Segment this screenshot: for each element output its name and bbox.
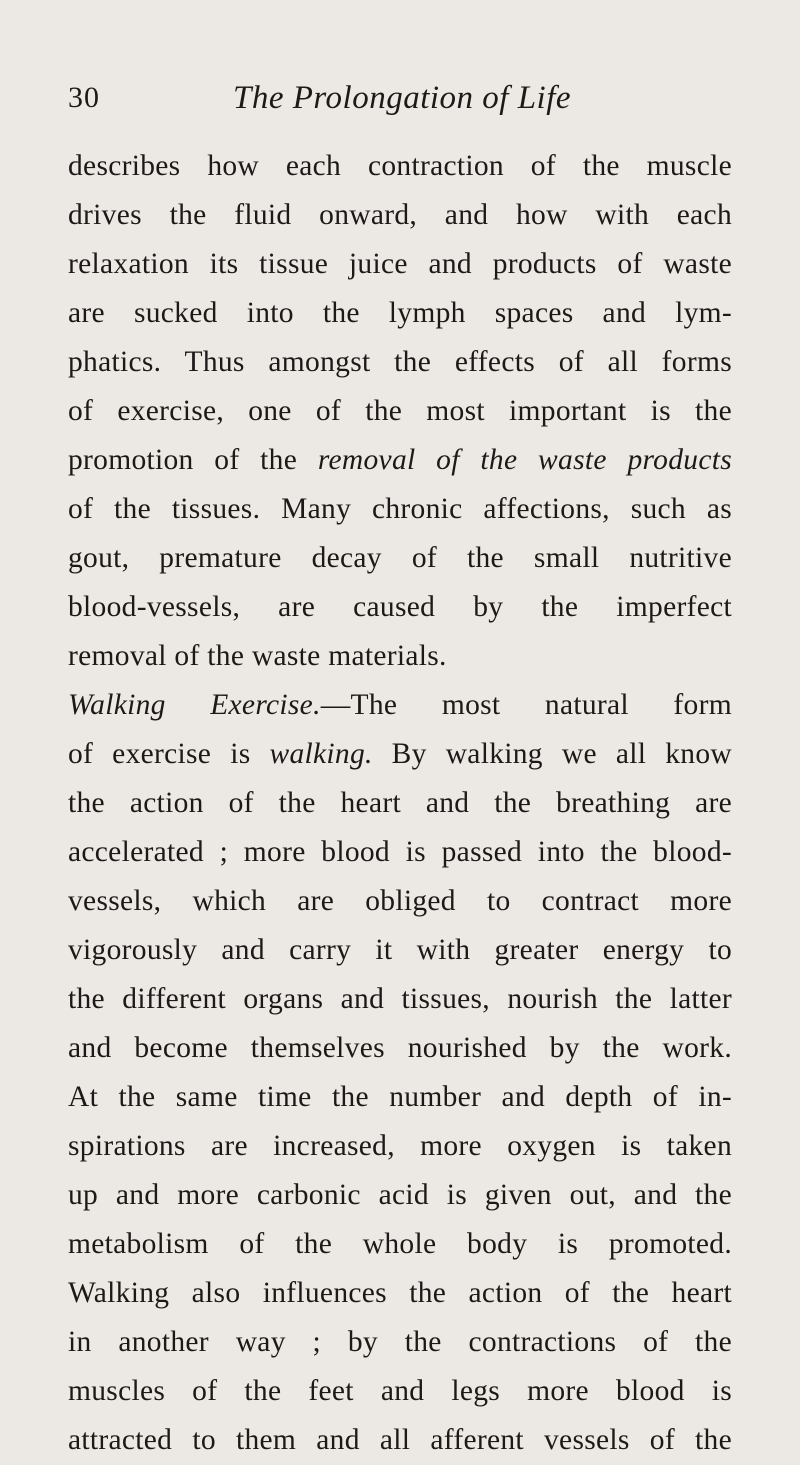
text-segment: are sucked into the lymph spaces and lym- <box>68 297 732 329</box>
text-segment: By walking we all know <box>372 738 732 770</box>
text-segment: phatics. Thus amongst the effects of all forms <box>68 346 732 378</box>
text-segment: muscles of the feet and legs more blood is <box>68 1375 732 1407</box>
text-line <box>68 1171 732 1220</box>
text-segment: —The most natural form <box>320 689 732 721</box>
text-line <box>68 1073 732 1122</box>
text-segment: accelerated ; more blood is passed into the blood- <box>68 836 732 868</box>
text-segment: spirations are increased, more oxygen is taken <box>68 1130 732 1162</box>
text-line <box>68 877 732 926</box>
text-line <box>68 1367 732 1416</box>
text-segment: gout, premature decay of the small nutritive <box>68 542 732 574</box>
text-line <box>68 142 732 191</box>
text-line <box>68 779 732 828</box>
text-segment: vessels, which are obliged to contract more <box>68 885 732 917</box>
text-line <box>68 632 732 681</box>
text-segment: removal of the waste materials. <box>68 640 447 672</box>
text-segment: of the tissues. Many chronic affections, such as <box>68 493 732 525</box>
text-line <box>68 436 732 485</box>
text-segment: relaxation its tissue juice and products of waste <box>68 248 732 280</box>
text-line <box>68 975 732 1024</box>
text-line <box>68 1220 732 1269</box>
text-line <box>68 191 732 240</box>
text-segment: promotion of the <box>68 444 318 476</box>
text-segment: of exercise, one of the most important is the <box>68 395 732 427</box>
text-line <box>68 828 732 877</box>
running-title: The Prolongation of Life <box>233 80 572 116</box>
text-segment: and become themselves nourished by the work. <box>68 1032 732 1064</box>
text-line <box>68 1122 732 1171</box>
italic-text: Walking Exercise. <box>68 689 321 721</box>
text-segment: the different organs and tissues, nourish the latter <box>68 983 732 1015</box>
text-line <box>68 1416 732 1465</box>
text-line <box>68 485 732 534</box>
text-segment: metabolism of the whole body is promoted. <box>68 1228 732 1260</box>
text-segment: up and more carbonic acid is given out, and the <box>68 1179 732 1211</box>
text-segment: drives the fluid onward, and how with each <box>68 199 732 231</box>
body-text <box>68 142 732 1465</box>
text-line <box>68 338 732 387</box>
text-line <box>68 1269 732 1318</box>
text-segment: vigorously and carry it with greater energy to <box>68 934 732 966</box>
text-segment: attracted to them and all afferent vessels of the <box>68 1424 732 1456</box>
text-segment: blood-vessels, are caused by the imperfect <box>68 591 732 623</box>
text-line <box>68 387 732 436</box>
text-line <box>68 583 732 632</box>
text-line <box>68 730 732 779</box>
text-segment: At the same time the number and depth of in- <box>68 1081 732 1113</box>
text-segment: in another way ; by the contractions of the <box>68 1326 732 1358</box>
text-segment: describes how each contraction of the muscle <box>68 150 732 182</box>
italic-text: walking. <box>269 738 373 770</box>
text-segment: Walking also influences the action of the heart <box>68 1277 732 1309</box>
text-line <box>68 1024 732 1073</box>
text-line <box>68 289 732 338</box>
text-line <box>68 1318 732 1367</box>
italic-text: removal of the waste products <box>317 444 733 476</box>
text-line <box>68 681 732 730</box>
running-head <box>68 78 732 128</box>
text-line <box>68 534 732 583</box>
text-line <box>68 240 732 289</box>
page-number: 30 <box>68 81 100 114</box>
text-segment: the action of the heart and the breathing are <box>68 787 732 819</box>
text-line <box>68 926 732 975</box>
text-segment: of exercise is <box>68 738 270 770</box>
